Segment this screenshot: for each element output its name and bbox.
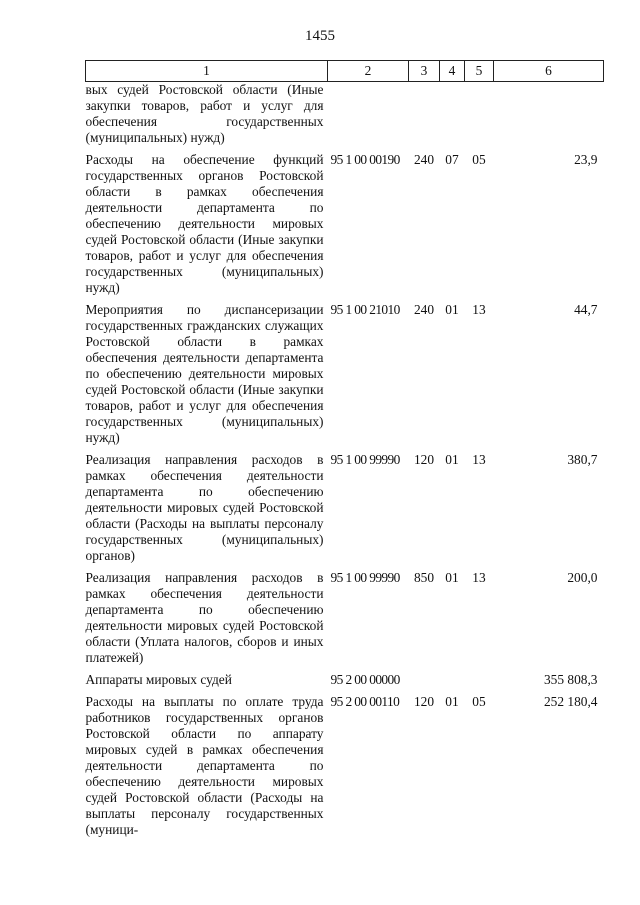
row-section: 07 [445, 152, 459, 167]
row-name: Реализация направления расходов в рамках обеспечения деятельности департамента по обеспечению деятельности мировых судей Ростовской области (Расходы на выплаты персоналу государственных (муниципальных) органов) [85, 452, 324, 563]
row-section: 01 [445, 570, 459, 585]
row-name: Реализация направления расходов в рамках обеспечения деятельности департамента по обеспечению деятельности мировых судей Ростовской области (Уплата налогов, сборов и иных платежей) [85, 570, 324, 665]
column-header-3: 3 [409, 61, 440, 82]
table-row [86, 570, 604, 672]
row-expense-type: 850 [413, 570, 435, 585]
row-code [328, 82, 409, 153]
column-header-6: 6 [494, 61, 604, 82]
row-code: 95 1 00 00190 [330, 152, 400, 167]
row-code: 95 2 00 00000 [330, 672, 400, 687]
table-row [86, 694, 604, 844]
row-name: Аппараты мировых судей [85, 672, 232, 687]
table-header-row [86, 61, 604, 82]
row-name: Расходы на обеспечение функций государственных органов Ростовской области в рамках обеспечения деятельности департамента по обеспечению деятельности мировых судей Ростовской области (Иные закупки товаров, работ и услуг для обеспечения государственных (муниципальных) нужд) [85, 152, 324, 295]
row-expense-type [409, 672, 440, 694]
table-row [86, 672, 604, 694]
row-expense-type: 120 [413, 694, 435, 709]
row-amount: 200,0 [567, 570, 598, 585]
row-name: Мероприятия по диспансеризации государственных гражданских служащих Ростовской области в рамках обеспечения деятельности департамента по обеспечению деятельности мировых судей Ростовской области (Иные закупки товаров, работ и услуг для обеспечения государственных (муниципальных) нужд) [85, 302, 324, 445]
column-header-1: 1 [86, 61, 328, 82]
row-section: 01 [445, 694, 459, 709]
row-amount [494, 82, 604, 153]
row-subsection: 05 [472, 152, 486, 167]
row-code: 95 1 00 99990 [330, 452, 400, 467]
table-row [86, 452, 604, 570]
row-expense-type: 240 [413, 302, 435, 317]
row-amount: 252 180,4 [543, 694, 598, 709]
row-subsection [465, 672, 494, 694]
row-code: 95 1 00 99990 [330, 570, 400, 585]
row-subsection [465, 82, 494, 153]
row-section: 01 [445, 452, 459, 467]
page-number: 1455 [305, 28, 335, 44]
row-code: 95 2 00 00110 [330, 694, 400, 709]
budget-table [85, 60, 604, 844]
row-amount: 23,9 [574, 152, 598, 167]
table-row [86, 82, 604, 153]
row-code: 95 1 00 21010 [330, 302, 400, 317]
row-amount: 380,7 [567, 452, 598, 467]
column-header-4: 4 [440, 61, 465, 82]
row-amount: 355 808,3 [543, 672, 598, 687]
row-expense-type [409, 82, 440, 153]
row-name: вых судей Ростовской области (Иные закупки товаров, работ и услуг для обеспечения государственных (муниципальных) нужд) [85, 82, 324, 145]
row-expense-type: 240 [413, 152, 435, 167]
table-row [86, 302, 604, 452]
row-section [440, 82, 465, 153]
column-header-2: 2 [328, 61, 409, 82]
row-amount: 44,7 [574, 302, 598, 317]
row-expense-type: 120 [413, 452, 435, 467]
table-row [86, 152, 604, 302]
row-name: Расходы на выплаты по оплате труда работников государственных органов Ростовской области по аппарату мировых судей в рамках обеспечения деятельности департамента по обеспечению деятельности мировых судей Ростовской области (Расходы на выплаты персоналу государственных (муници- [85, 694, 324, 837]
row-subsection: 13 [472, 570, 486, 585]
row-subsection: 05 [472, 694, 486, 709]
row-section: 01 [445, 302, 459, 317]
column-header-5: 5 [465, 61, 494, 82]
row-subsection: 13 [472, 302, 486, 317]
row-subsection: 13 [472, 452, 486, 467]
row-section [440, 672, 465, 694]
